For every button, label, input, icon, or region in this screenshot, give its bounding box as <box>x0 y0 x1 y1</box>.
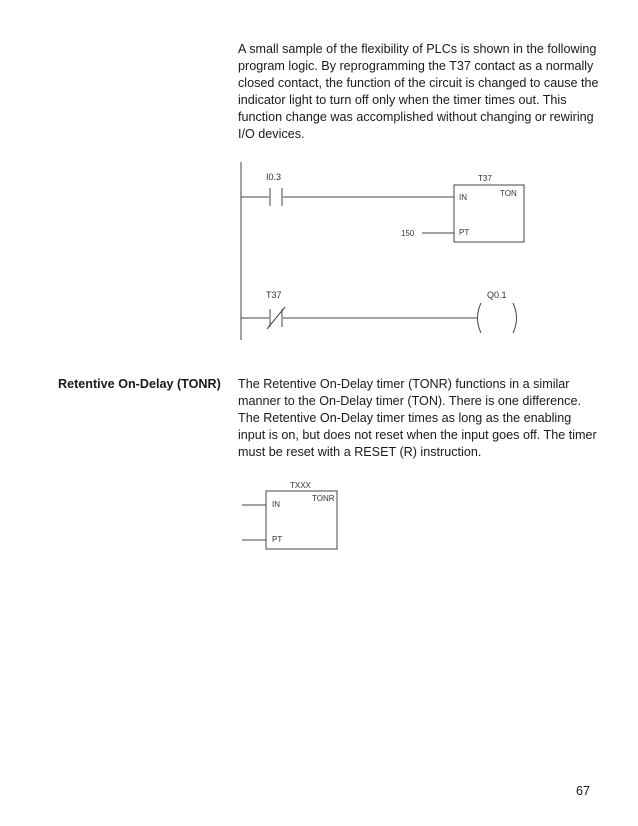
tonr-type-label: TONR <box>312 494 335 503</box>
contact-i03-label: I0.3 <box>266 172 282 182</box>
section-paragraph: The Retentive On-Delay timer (TONR) functions in a similar manner to the On-Delay timer (TON). There is one difference. The Retentive On-Delay timer times as long as the enabling input is on, but does not reset when the input goes off. The timer must be reset with a RESET (R) instruction. <box>238 377 597 459</box>
timer-t37-name: T37 <box>478 174 492 183</box>
page-number: 67 <box>576 784 591 798</box>
timer-in-label: IN <box>459 193 467 202</box>
tonr-name: TXXX <box>290 481 311 490</box>
timer-type-label: TON <box>500 189 517 198</box>
section-heading: Retentive On-Delay (TONR) <box>58 377 221 391</box>
intro-paragraph: A small sample of the flexibility of PLCs is shown in the following program logic. By reprogramming the T37 contact as a normally closed contact, the function of the circuit is changed to cause the indicator light to turn off only when the timer times out. This function change was accomplished without changing or rewiring I/O devices. <box>238 42 599 141</box>
coil-q01-label: Q0.1 <box>487 290 507 300</box>
timer-pt-label: PT <box>459 228 470 237</box>
tonr-pt-label: PT <box>272 535 283 544</box>
tonr-in-label: IN <box>272 500 280 509</box>
contact-t37-label: T37 <box>266 290 282 300</box>
pt-value: 150 <box>401 229 415 238</box>
